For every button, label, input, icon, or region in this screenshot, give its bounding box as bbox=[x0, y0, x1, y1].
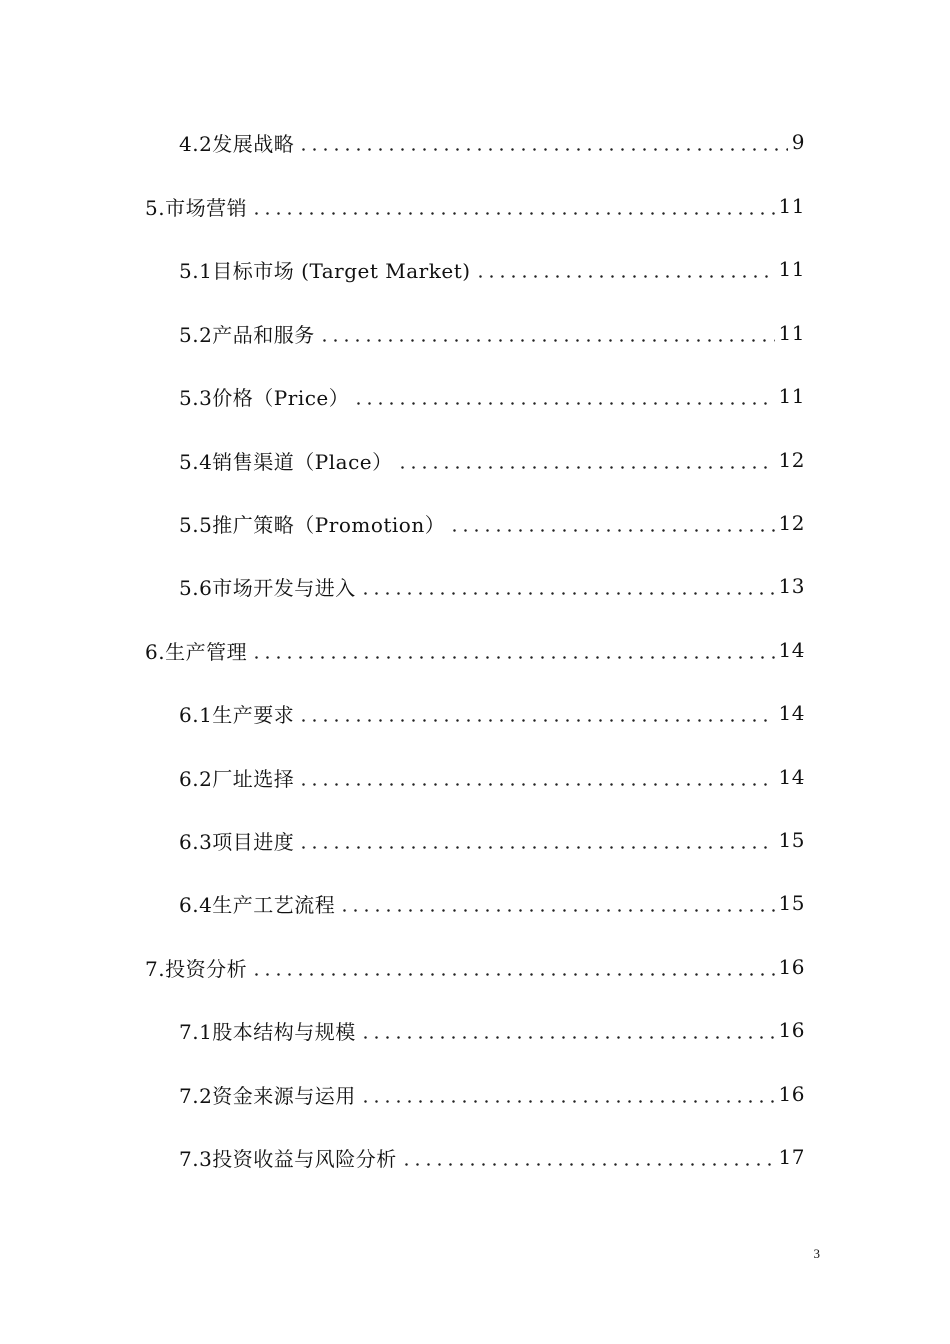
toc-dot-leader bbox=[360, 592, 775, 595]
toc-entry-page: 12 bbox=[778, 511, 805, 535]
toc-entry bbox=[179, 886, 805, 920]
toc-entry-page: 9 bbox=[791, 130, 805, 154]
toc-dot-leader bbox=[298, 783, 774, 786]
toc-entry-title: 5.市场营销 bbox=[145, 195, 248, 220]
toc-dot-leader bbox=[339, 909, 774, 912]
toc-dot-leader bbox=[251, 973, 774, 976]
toc-entry bbox=[179, 125, 805, 159]
toc-entry bbox=[179, 252, 805, 286]
toc-entry-page: 15 bbox=[778, 828, 805, 852]
toc-entry-title: 6.2厂址选择 bbox=[179, 766, 295, 791]
toc-dot-leader bbox=[251, 656, 774, 659]
toc-entry-page: 14 bbox=[778, 765, 805, 789]
toc-dot-leader bbox=[251, 212, 774, 215]
toc-entry-page: 11 bbox=[778, 257, 805, 281]
toc-entry-page: 16 bbox=[778, 1018, 805, 1042]
toc-entry-title: 6.4生产工艺流程 bbox=[179, 892, 336, 917]
toc-dot-leader bbox=[401, 1163, 775, 1166]
toc-entry bbox=[179, 316, 805, 350]
toc-entry-page: 15 bbox=[778, 891, 805, 915]
toc-entry bbox=[179, 1077, 805, 1111]
toc-entry-title: 5.4销售渠道（Place） bbox=[179, 449, 393, 474]
toc-dot-leader bbox=[298, 719, 774, 722]
toc-entry-page: 11 bbox=[778, 321, 805, 345]
toc-entry bbox=[179, 379, 805, 413]
toc-entry bbox=[179, 443, 805, 477]
toc-entry-title: 6.生产管理 bbox=[145, 639, 248, 664]
toc-dot-leader bbox=[319, 339, 775, 342]
toc-dot-leader bbox=[360, 1100, 775, 1103]
toc-entry-title: 7.2资金来源与运用 bbox=[179, 1083, 356, 1108]
toc-dot-leader bbox=[353, 402, 774, 405]
toc-entry bbox=[179, 823, 805, 857]
toc-dot-leader bbox=[360, 1036, 775, 1039]
toc-entry-title: 7.1股本结构与规模 bbox=[179, 1019, 356, 1044]
toc-dot-leader bbox=[475, 275, 775, 278]
toc-dot-leader bbox=[298, 846, 774, 849]
toc-entry bbox=[179, 1140, 805, 1174]
toc-entry-title: 4.2发展战略 bbox=[179, 131, 295, 156]
toc-entry bbox=[179, 696, 805, 730]
toc-entry bbox=[145, 950, 805, 984]
toc-entry-page: 14 bbox=[778, 701, 805, 725]
toc-dot-leader bbox=[298, 148, 787, 151]
toc-entry-title: 6.3项目进度 bbox=[179, 829, 295, 854]
toc-entry-page: 16 bbox=[778, 955, 805, 979]
toc-entry-page: 14 bbox=[778, 638, 805, 662]
toc-entry bbox=[179, 1013, 805, 1047]
toc-entry-page: 12 bbox=[778, 448, 805, 472]
toc-entry bbox=[145, 633, 805, 667]
toc-entry-title: 5.3价格（Price） bbox=[179, 385, 350, 410]
toc-entry-page: 11 bbox=[778, 194, 805, 218]
toc-dot-leader bbox=[397, 466, 775, 469]
toc-entry-title: 7.3投资收益与风险分析 bbox=[179, 1146, 397, 1171]
toc-entry-page: 17 bbox=[778, 1145, 805, 1169]
toc-entry-page: 11 bbox=[778, 384, 805, 408]
toc-entry bbox=[179, 506, 805, 540]
toc-entry-page: 13 bbox=[778, 574, 805, 598]
toc-entry-title: 5.1目标市场 (Target Market) bbox=[179, 258, 471, 283]
toc-entry bbox=[179, 569, 805, 603]
page-number: 3 bbox=[813, 1246, 820, 1261]
toc-entry bbox=[145, 189, 805, 223]
toc-entry-title: 5.6市场开发与进入 bbox=[179, 575, 356, 600]
toc-dot-leader bbox=[449, 529, 774, 532]
toc-entry bbox=[179, 760, 805, 794]
toc-entry-page: 16 bbox=[778, 1082, 805, 1106]
toc-entry-title: 5.2产品和服务 bbox=[179, 322, 315, 347]
toc-entry-title: 5.5推广策略（Promotion） bbox=[179, 512, 446, 537]
toc-entry-title: 7.投资分析 bbox=[145, 956, 248, 981]
toc-entry-title: 6.1生产要求 bbox=[179, 702, 295, 727]
